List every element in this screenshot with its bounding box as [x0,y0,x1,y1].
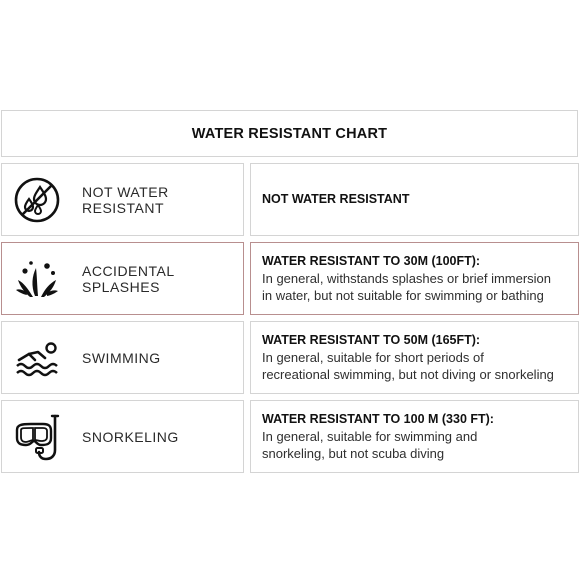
row-not-water-resistant-description-cell [250,163,579,236]
row-accidental-splashes-label-cell [1,242,244,315]
row-swimming-description-cell [250,321,579,394]
snorkel-mask-icon [13,413,61,461]
row-heading: NOT WATER RESISTANT [262,192,410,206]
row-label: ACCIDENTAL SPLASHES [82,262,175,295]
row-description-line-1: In general, suitable for short periods of [262,350,484,365]
row-label: SNORKELING [82,428,179,445]
row-accidental-splashes-description-cell [250,242,579,315]
row-not-water-resistant-label-cell [1,163,244,236]
row-label: NOT WATER RESISTANT [82,183,169,216]
chart-title: WATER RESISTANT CHART [191,125,388,142]
row-heading: WATER RESISTANT TO 100 M (330 FT): [262,412,494,426]
row-description-line-2: snorkeling, but not scuba diving [262,446,445,461]
swimmer-icon [13,334,61,382]
no-water-drops-icon [13,176,61,224]
chart-title-box [1,110,578,157]
row-heading: WATER RESISTANT TO 50M (165FT): [262,333,481,347]
row-description-line-2: in water, but not suitable for swimming or bathing [262,288,544,303]
row-heading: WATER RESISTANT TO 30M (100FT): [262,254,481,268]
row-description-line-1: In general, suitable for swimming and [262,429,478,444]
splash-icon [13,255,61,303]
row-swimming-label-cell [1,321,244,394]
row-snorkeling-label-cell [1,400,244,473]
row-label: SWIMMING [82,349,161,366]
row-description-line-1: In general, withstands splashes or brief immersion [262,271,552,286]
row-snorkeling-description-cell [250,400,579,473]
row-description-line-2: recreational swimming, but not diving or snorkeling [262,367,554,382]
